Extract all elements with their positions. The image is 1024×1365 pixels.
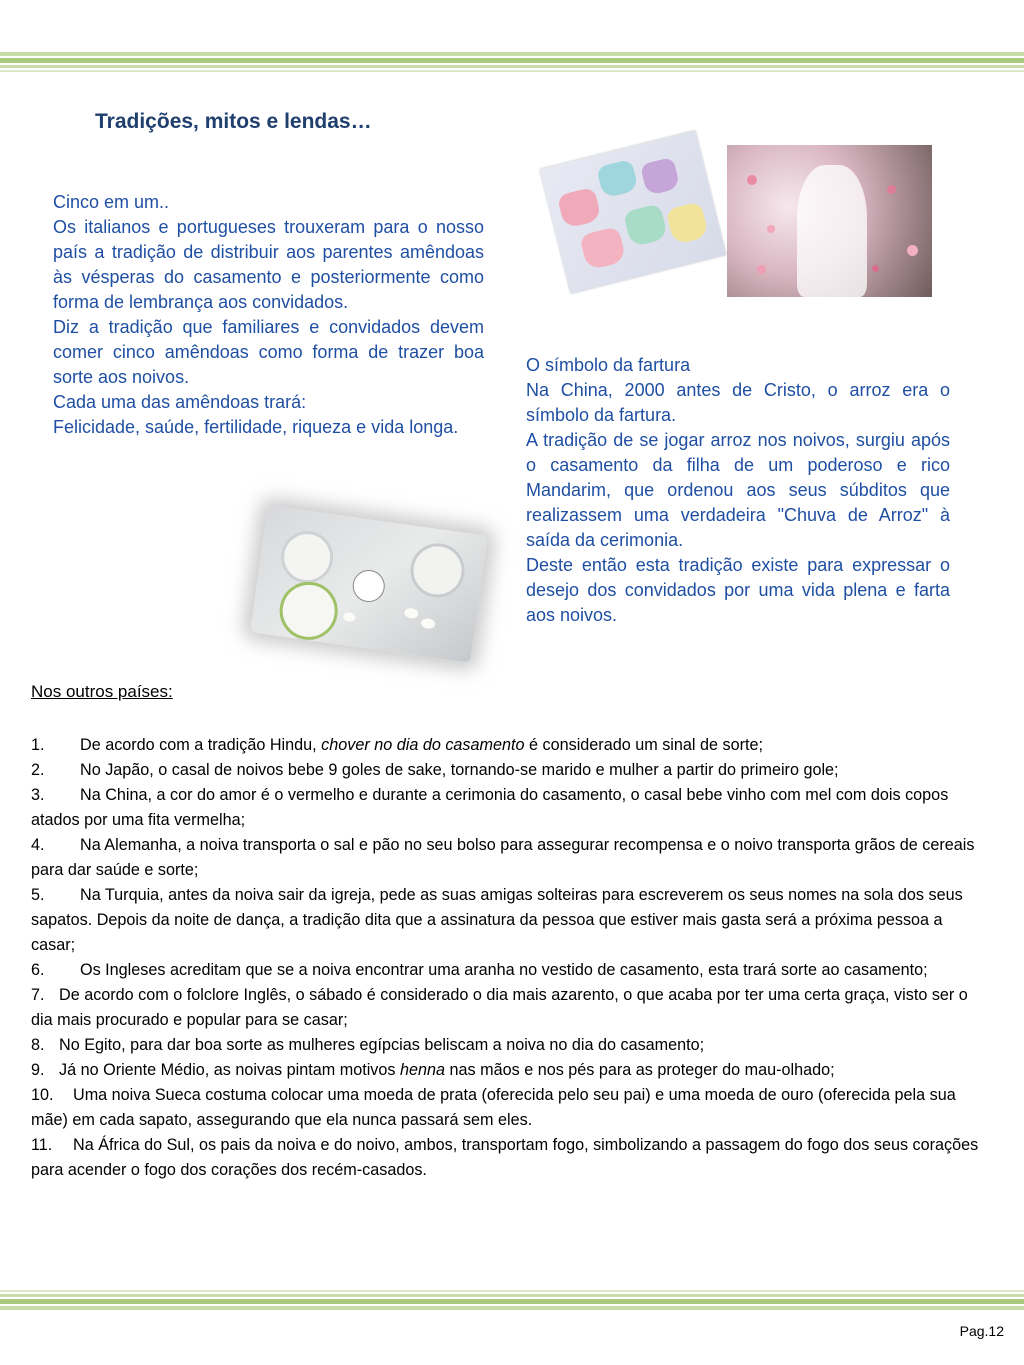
list-item xyxy=(31,758,986,783)
list-number: 7. xyxy=(31,986,45,1004)
page-title: Tradições, mitos e lendas… xyxy=(95,110,372,133)
list-text: é considerado um sinal de sorte; xyxy=(524,736,763,754)
almonds-paragraph: Os italianos e portugueses trouxeram para o nosso país a tradição de distribuir aos parentes amêndoas às vésperas do casamento e posteriormente como forma de lembrança aos convidados. xyxy=(53,217,484,312)
list-item xyxy=(31,1083,986,1133)
list-number: 8. xyxy=(31,1036,45,1054)
list-item xyxy=(31,1033,986,1058)
list-number: 11. xyxy=(31,1136,53,1154)
list-text: Na África do Sul, os pais da noiva e do noivo, ambos, transportam fogo, simbolizando a passagem do fogo dos seus corações para acender o fogo dos corações dos recém-casados. xyxy=(31,1136,979,1179)
list-item xyxy=(31,883,986,958)
almonds-paragraph: Cada uma das amêndoas trará: xyxy=(53,392,307,412)
rice-paragraph: Deste então esta tradição existe para expressar o desejo dos convidados por uma vida plena e farta aos noivos. xyxy=(526,555,950,625)
list-number: 10. xyxy=(31,1086,54,1104)
list-text: No Egito, para dar boa sorte as mulheres egípcias beliscam a noiva no dia do casamento; xyxy=(59,1036,705,1054)
list-number: 1. xyxy=(31,736,45,754)
rice-paragraph: Na China, 2000 antes de Cristo, o arroz era o símbolo da fartura. xyxy=(526,380,950,425)
list-number: 5. xyxy=(31,886,45,904)
rice-bags-photo xyxy=(540,131,726,294)
other-countries-heading: Nos outros países: xyxy=(31,682,173,701)
page-number: Pag.12 xyxy=(959,1323,1004,1339)
list-number: 9. xyxy=(31,1061,45,1079)
list-text: nas mãos e nos pés para as proteger do mau-olhado; xyxy=(445,1061,835,1079)
rice-text-block xyxy=(526,353,950,628)
list-item xyxy=(31,783,986,833)
list-item xyxy=(31,1058,986,1083)
list-number: 2. xyxy=(31,761,45,779)
list-text: De acordo com o folclore Inglês, o sábado é considerado o dia mais azarento, o que acaba por ter uma certa graça, visto ser o dia mais procurado e popular para se casar; xyxy=(31,986,968,1029)
traditions-list xyxy=(31,733,986,1183)
list-item xyxy=(31,1133,986,1183)
almonds-heading: Cinco em um.. xyxy=(53,192,170,212)
list-text: Os Ingleses acreditam que se a noiva encontrar uma aranha no vestido de casamento, esta trará sorte ao casamento; xyxy=(80,961,928,979)
list-text: Na China, a cor do amor é o vermelho e durante a cerimonia do casamento, o casal bebe vinho com mel com dois copos atados por uma fita vermelha; xyxy=(31,786,949,829)
list-item xyxy=(31,983,986,1033)
rice-heading: O símbolo da fartura xyxy=(526,355,691,375)
list-item xyxy=(31,733,986,758)
list-text: Uma noiva Sueca costuma colocar uma moeda de prata (oferecida pelo seu pai) e uma moeda de ouro (oferecida pela sua mãe) em cada sapato, assegurando que ela nunca passará sem eles. xyxy=(31,1086,956,1129)
sugared-almonds-photo xyxy=(250,505,488,663)
list-text: Na Alemanha, a noiva transporta o sal e pão no seu bolso para assegurar recompensa e o noivo transporta grãos de cereais para dar saúde e sorte; xyxy=(31,836,975,879)
list-text: Na Turquia, antes da noiva sair da igreja, pede as suas amigas solteiras para escreverem os seus nomes na sola dos seus sapatos. Depois da noite de dança, a tradição dita que a assinatura da pessoa que estiver mais gasta será a próxima pessoa a casar; xyxy=(31,886,963,954)
almonds-paragraph: Felicidade, saúde, fertilidade, riqueza e vida longa. xyxy=(53,417,459,437)
list-text: Já no Oriente Médio, as noivas pintam motivos xyxy=(59,1061,400,1079)
list-number: 4. xyxy=(31,836,45,854)
list-emphasis: chover no dia do casamento xyxy=(321,736,525,754)
list-text: De acordo com a tradição Hindu, xyxy=(80,736,322,754)
list-item xyxy=(31,958,986,983)
list-item xyxy=(31,833,986,883)
list-number: 6. xyxy=(31,961,45,979)
list-emphasis: henna xyxy=(400,1061,446,1079)
wedding-rice-photo xyxy=(727,145,932,297)
bottom-divider xyxy=(0,1290,1024,1310)
list-number: 3. xyxy=(31,786,45,804)
list-text: No Japão, o casal de noivos bebe 9 goles de sake, tornando-se marido e mulher a partir do primeiro gole; xyxy=(80,761,839,779)
rice-paragraph: A tradição de se jogar arroz nos noivos, surgiu após o casamento da filha de um poderoso e rico Mandarim, que ordenou aos seus súbditos que realizassem uma verdadeira "Chuva de Arroz" à saída da cerimonia. xyxy=(526,430,950,550)
almonds-paragraph: Diz a tradição que familiares e convidados devem comer cinco amêndoas como forma de trazer boa sorte aos noivos. xyxy=(53,317,484,387)
top-divider xyxy=(0,52,1024,72)
almonds-text-block xyxy=(53,190,484,440)
